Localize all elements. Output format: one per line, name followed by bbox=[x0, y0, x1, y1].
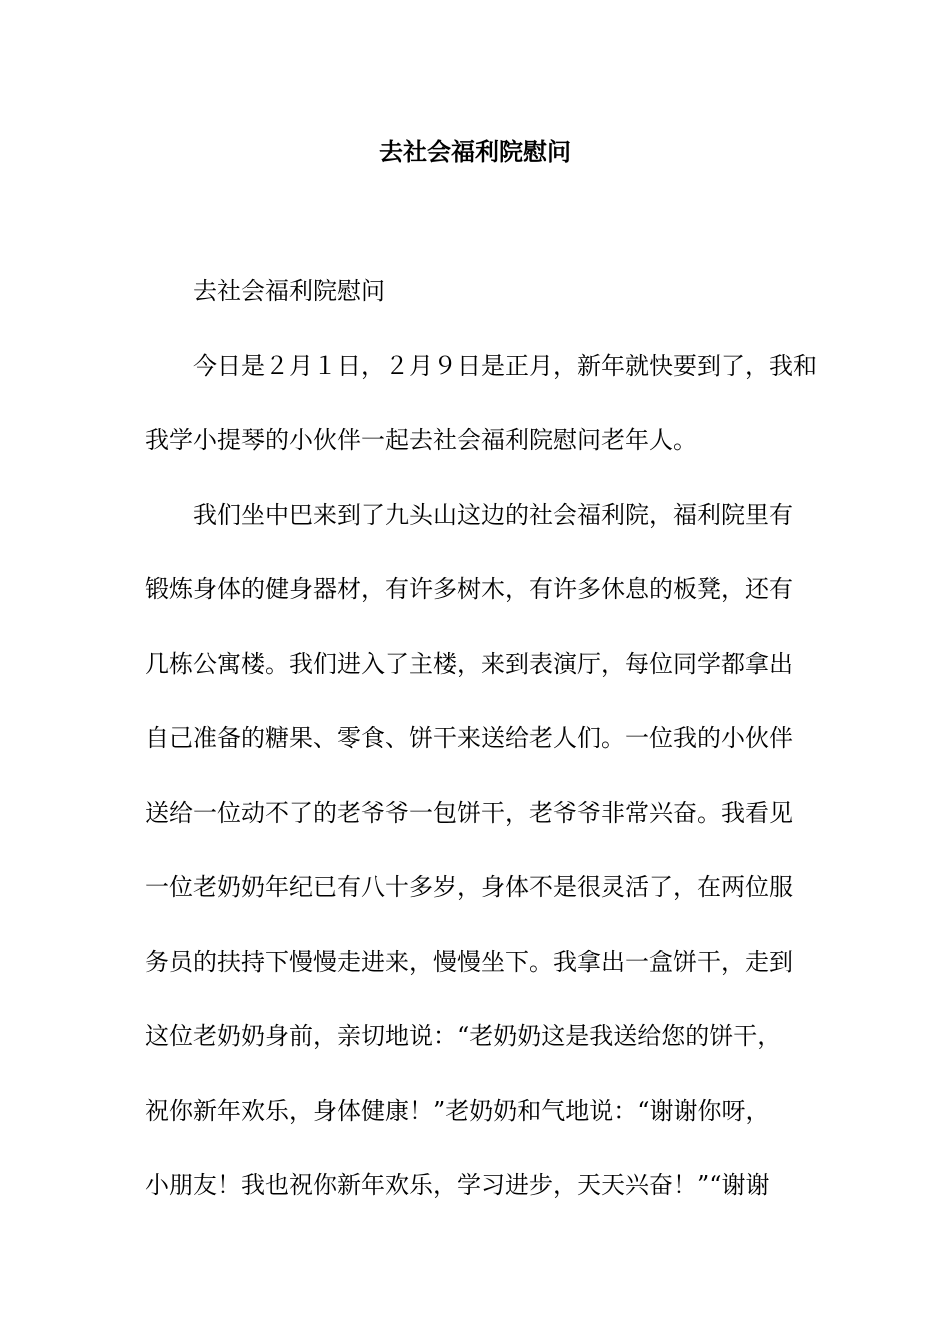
body-line: 这位老奶奶身前，亲切地说：“老奶奶这是我送给您的饼干， bbox=[145, 1022, 782, 1050]
body-line: 我学小提琴的小伙伴一起去社会福利院慰问老年人。 bbox=[145, 426, 697, 454]
body-line: 去社会福利院慰问 bbox=[193, 277, 385, 305]
body-line: 一位老奶奶年纪已有八十多岁，身体不是很灵活了，在两位服 bbox=[145, 873, 793, 901]
body-line: 祝你新年欢乐，身体健康！”老奶奶和气地说：“谢谢你呀， bbox=[145, 1096, 770, 1125]
document-body bbox=[145, 254, 817, 1223]
body-line: 我们坐中巴来到了九头山这边的社会福利院，福利院里有 bbox=[193, 500, 793, 529]
document-title: 去社会福利院慰问 bbox=[379, 137, 571, 166]
body-line: 几栋公寓楼。我们进入了主楼，来到表演厅，每位同学都拿出 bbox=[145, 649, 793, 678]
body-line: 锻炼身体的健身器材，有许多树木，有许多休息的板凳，还有 bbox=[145, 575, 793, 603]
body-line: 小朋友！我也祝你新年欢乐，学习进步，天天兴奋！”“谢谢 bbox=[145, 1171, 770, 1199]
body-line: 送给一位动不了的老爷爷一包饼干，老爷爷非常兴奋。我看见 bbox=[145, 798, 793, 827]
body-line: 务员的扶持下慢慢走进来，慢慢坐下。我拿出一盒饼干，走到 bbox=[145, 947, 793, 976]
body-line: 今日是２月１日，２月９日是正月，新年就快要到了，我和 bbox=[193, 351, 817, 380]
body-line: 自己准备的糖果、零食、饼干来送给老人们。一位我的小伙伴 bbox=[145, 724, 793, 752]
